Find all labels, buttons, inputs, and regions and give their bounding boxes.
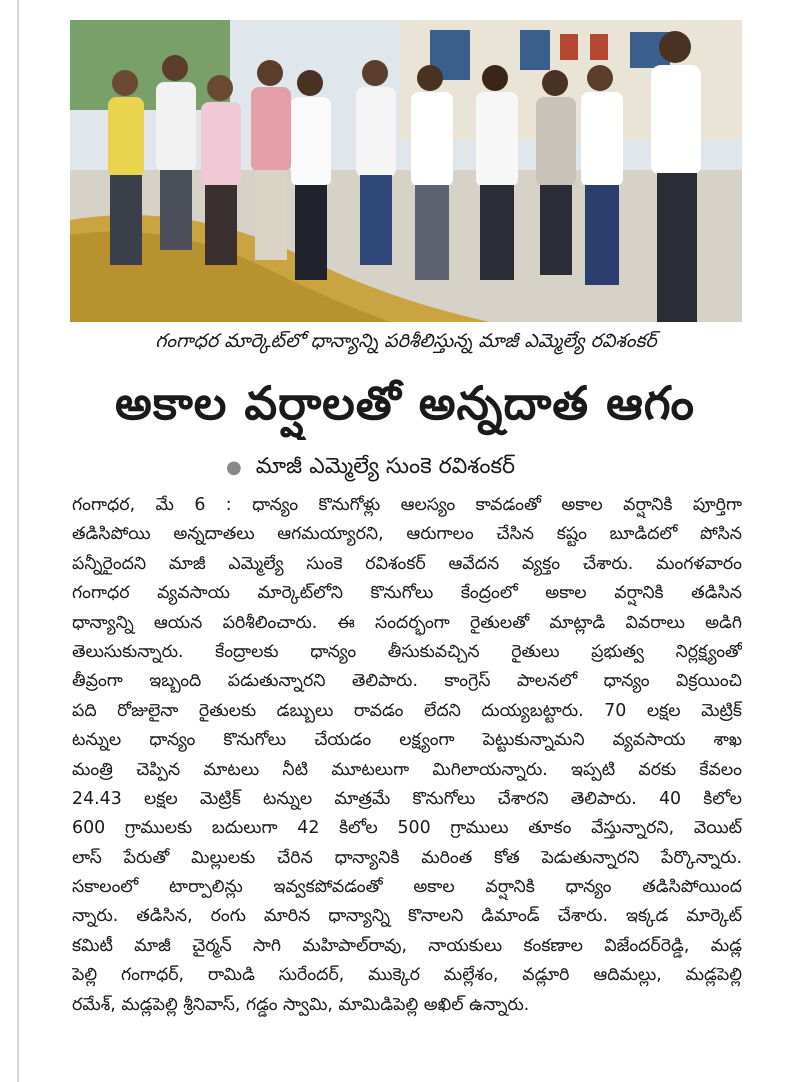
body-line: సకాలంలో టార్పాలిన్లు ఇవ్వకపోవడంతో అకాల వర్షానికి ధాన్యం తడిసిపోయింద: [72, 877, 742, 898]
news-photo: [70, 20, 742, 322]
article-body: [72, 491, 742, 1020]
body-line: 24.43 లక్షల మెట్రిక్ టన్నుల మాత్రమే కొనుగోలు చేశారని తెలిపారు. 40 కిలోల: [72, 788, 742, 809]
body-line: గంగాధర వ్యవసాయ మార్కెట్‌లోని కొనుగోలు కేంద్రంలో అకాల వర్షానికి తడిసిన: [72, 583, 742, 604]
byline: [226, 450, 646, 484]
body-line: తడిసిపోయి అన్నదాతలు ఆగమయ్యారని, ఆరుగాలం చేసిన కష్టం బూడిదలో పోసిన: [72, 524, 742, 545]
news-photo-illustration: [70, 20, 742, 322]
page-margin-rule: [17, 0, 19, 1082]
body-line: 600 గ్రాములకు బదులుగా 42 కిలోల 500 గ్రాములు తూకం వేస్తున్నారని, వెయిట్: [72, 818, 742, 839]
body-line: రమేశ్, మడ్లపెల్లి శ్రీనివాస్, గడ్డం స్వామి, మామిడిపెల్లి అఖిల్ ఉన్నారు.: [72, 994, 530, 1015]
body-line: తెలుసుకున్నారు. కేంద్రాలకు ధాన్యం తీసుకువచ్చిన రైతులు ప్రభుత్వ నిర్లక్ష్యంతో: [72, 641, 742, 662]
body-line: ధాన్యాన్ని ఆయన పరిశీలించారు. ఈ సందర్భంగా రైతులతో మాట్లాడి వివరాలు అడిగి: [72, 612, 742, 633]
body-line: పది రోజులైనా రైతులకు డబ్బులు రావడం లేదని దుయ్యబట్టారు. 70 లక్షల మెట్రిక్: [72, 700, 742, 721]
body-line: పన్నీరైందని మాజీ ఎమ్మెల్యే సుంకె రవిశంకర్ ఆవేదన వ్యక్తం చేశారు. మంగళవారం: [72, 553, 742, 574]
headline: అకాల వర్షాలతో అన్నదాత ఆగం: [115, 376, 695, 430]
byline-text: మాజీ ఎమ్మెల్యే సుంకె రవిశంకర్: [255, 454, 516, 479]
body-line: కమిటీ మాజీ చైర్మన్ సాగి మహిపాల్‌రావు, నాయకులు కంకణాల విజేందర్‌రెడ్డి, మడ్ల: [72, 935, 742, 956]
body-line: గంగాధర, మే 6 : ధాన్యం కొనుగోళ్లు ఆలస్యం కావడంతో అకాల వర్షానికి పూర్తిగా: [72, 495, 742, 515]
bullet-icon: ●: [226, 457, 242, 478]
photo-caption: గంగాధర మార్కెట్‌లో ధాన్యాన్ని పరిశీలిస్తున్న మాజీ ఎమ్మెల్యే రవిశంకర్: [155, 330, 657, 352]
body-line: న్నారు. తడిసిన, రంగు మారిన ధాన్యాన్ని కొనాలని డిమాండ్ చేశారు. ఇక్కడ మార్కెట్: [72, 906, 742, 927]
body-line: టన్నుల ధాన్యం కొనుగోలు చేయడం లక్ష్యంగా పెట్టుకున్నామని వ్యవసాయ శాఖ: [72, 730, 742, 751]
body-line: లాస్ పేరుతో మిల్లులకు చేరిన ధాన్యానికి మరింత కోత పెడుతున్నారని పేర్కొన్నారు.: [72, 847, 742, 868]
body-line: మంత్రి చెప్పిన మాటలు నీటి మూటలుగా మిగిలాయన్నారు. ఇప్పటి వరకు కేవలం: [72, 759, 742, 780]
body-line: తీవ్రంగా ఇబ్బంది పడుతున్నారని తెలిపారు. కాంగ్రెస్ పాలనలో ధాన్యం విక్రయించి: [72, 671, 742, 692]
body-line: పెల్లి గంగాధర్, రామిడి సురేందర్, ముక్కెర మల్లేశం, వడ్లూరి ఆదిమల్లు, మడ్లపెల్లి: [72, 965, 742, 986]
